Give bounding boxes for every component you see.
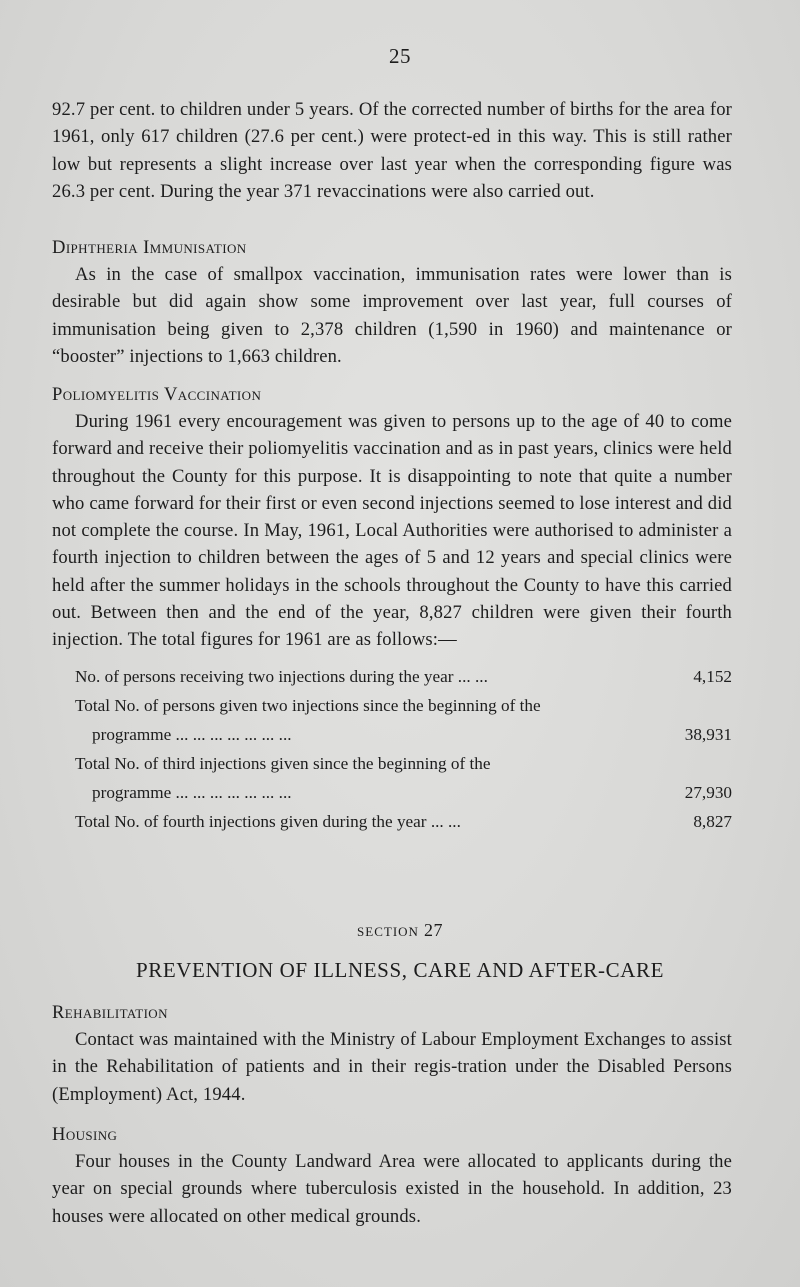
- figure-row-continuation: [52, 720, 732, 749]
- polio-heading: Poliomyelitis Vaccination: [52, 384, 262, 405]
- polio-figures-table: [52, 662, 732, 836]
- figure-row: [52, 662, 732, 691]
- housing-section: [52, 1122, 732, 1230]
- rehabilitation-section: [52, 1000, 732, 1108]
- figure-label: No. of persons receiving two injections during the year ... ...: [75, 666, 488, 686]
- diphtheria-paragraph: As in the case of smallpox vaccination, immunisation rates were lower than is desirable but did again show some improvement over last year, full courses of immunisation being given to 2,378 children (1,590 in 1960) and maintenance or “booster” injections to 1,663 children.: [52, 264, 732, 367]
- figure-row: [52, 749, 732, 778]
- figure-label-continuation: programme ... ... ... ... ... ... ...: [92, 782, 292, 802]
- section-title: PREVENTION OF ILLNESS, CARE AND AFTER-CARE: [135, 958, 665, 982]
- polio-paragraph: During 1961 every encouragement was given to persons up to the age of 40 to come forward and receive their poliomyelitis vaccination and as in past years, clinics were held throughout the County for this purpose. It is disappointing to note that quite a number who came forward for their first or even second injections seemed to lose interest and did not complete the course. In May, 1961, Local Authorities were authorised to administer a fourth injection to children between the ages of 5 and 12 years and special clinics were held after the summer holidays in the schools throughout the County to have this carried out. Between then and the end of the year, 8,827 children were given their fourth injection. The total figures for 1961 are as follows:—: [52, 411, 732, 651]
- rehabilitation-paragraph: Contact was maintained with the Ministry of Labour Employment Exchanges to assist in the Rehabilitation of patients and in their regis-tration under the Disabled Persons (Employment) Act, 1944.: [52, 1029, 732, 1105]
- page-number: 25: [389, 44, 411, 68]
- figure-row: [52, 691, 732, 720]
- figure-value: 38,931: [684, 724, 732, 744]
- figure-label: Total No. of third injections given since the beginning of the: [75, 753, 491, 773]
- housing-paragraph: Four houses in the County Landward Area were allocated to applicants during the year on special grounds where tuberculosis existed in the household. In addition, 23 houses were allocated on other medical grounds.: [52, 1151, 732, 1227]
- section-word: section: [357, 920, 419, 940]
- figure-label: Total No. of persons given two injections since the beginning of the: [75, 695, 541, 715]
- figure-value: 4,152: [693, 666, 732, 686]
- figure-label: Total No. of fourth injections given during the year ... ...: [75, 811, 461, 831]
- diphtheria-heading: Diphtheria Immunisation: [52, 237, 247, 258]
- figure-row-continuation: [52, 778, 732, 807]
- figure-label-continuation: programme ... ... ... ... ... ... ...: [92, 724, 292, 744]
- rehabilitation-heading: Rehabilitation: [52, 1002, 168, 1023]
- figure-value: 8,827: [693, 811, 732, 831]
- figure-value: 27,930: [684, 782, 732, 802]
- section-label: [0, 920, 800, 941]
- diphtheria-section: [52, 235, 732, 370]
- intro-block: [52, 96, 732, 205]
- figure-row: [52, 807, 732, 836]
- polio-section: [52, 382, 732, 836]
- housing-heading: Housing: [52, 1124, 118, 1145]
- section-number: 27: [423, 920, 443, 940]
- intro-paragraph: 92.7 per cent. to children under 5 years. Of the corrected number of births for the area for 1961, only 617 children (27.6 per cent.) were protect-ed in this way. This is still rather low but represents a slight increase over last year when the corresponding figure was 26.3 per cent. During the year 371 revaccinations were also carried out.: [52, 99, 732, 202]
